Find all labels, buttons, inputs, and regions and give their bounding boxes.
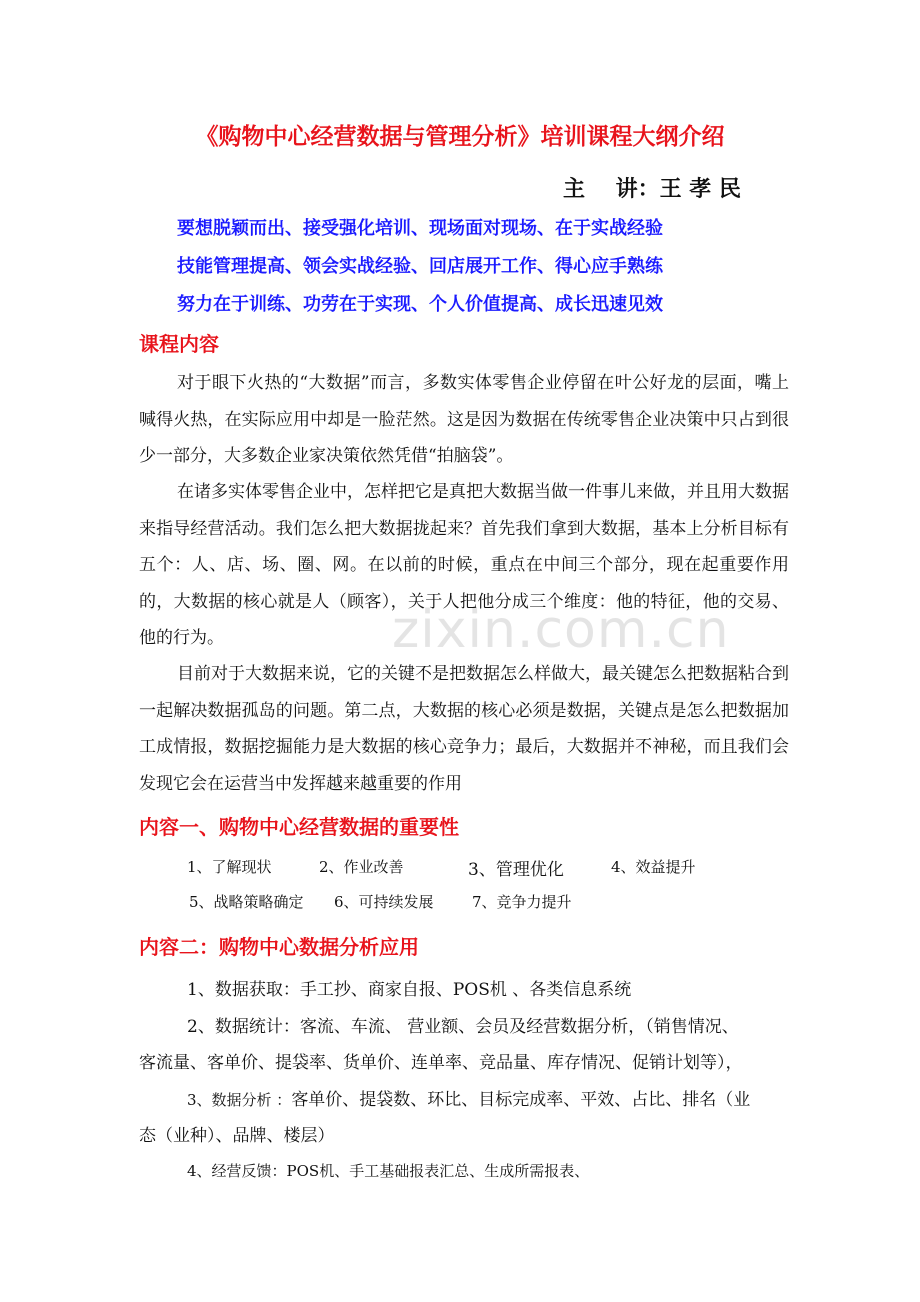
speaker-line: 主 讲：王 孝 民 (563, 177, 741, 202)
body-paragraph-3: 目前对于大数据来说，它的关键不是把数据怎么样做大，最关键怎么把数据粘合到一起解决数据孤岛的问题。第二点，大数据的核心必须是数据，关键点是怎么把数据加工成情报，数据挖掘能力是大数据的核心竞争力；最后，大数据并不神秘，而且我们会发现它会在运营当中发挥越来越重要的作用 (139, 664, 789, 794)
body-paragraph-1: 对于眼下火热的“大数据”而言，多数实体零售企业停留在叶公好龙的层面，嘴上喊得火热，在实际应用中却是一脸茫然。这是因为数据在传统零售企业决策中只占到很少一部分，大多数企业家决策依然凭借“拍脑袋”。 (139, 373, 789, 466)
section-two-heading: 内容二：购物中心数据分析应用 (139, 935, 419, 959)
slogan-line-2: 技能管理提高、领会实战经验、回店展开工作、得心应手熟练 (177, 256, 663, 277)
list-item: 7、竞争力提升 (472, 893, 572, 911)
data-acquisition-item: 1、数据获取：手工抄、商家自报、POS机 、各类信息系统 (187, 980, 632, 1000)
list-item: 3、管理优化 (468, 860, 564, 880)
list-item: 2、作业改善 (319, 858, 404, 876)
data-analysis-label: 3、数据分析 ： (187, 1091, 292, 1109)
section-one-heading: 内容一、购物中心经营数据的重要性 (139, 815, 459, 839)
list-item: 5、战略策略确定 (189, 893, 304, 911)
watermark: zixin.com.cn (392, 600, 730, 660)
list-item: 6、可持续发展 (334, 893, 434, 911)
data-analysis-text: 客单价、提袋数、环比、目标完成率、平效、占比、排名（业 (291, 1090, 751, 1110)
course-content-heading: 课程内容 (139, 332, 219, 356)
data-analysis-item-cont: 态（业种）、品牌、楼层） (139, 1126, 335, 1146)
list-item: 4、效益提升 (611, 858, 696, 876)
body-paragraph-2: 在诸多实体零售企业中，怎样把它是真把大数据当做一件事儿来做，并且用大数据来指导经营活动。我们怎么把大数据拢起来？首先我们拿到大数据，基本上分析目标有五个：人、店、场、圈、网。在以前的时候，重点在中间三个部分，现在起重要作用的，大数据的核心就是人（顾客），关于人把他分成三个维度：他的特征，他的交易、他的行为。 (139, 482, 789, 648)
slogan-line-3: 努力在于训练、功劳在于实现、个人价值提高、成长迅速见效 (177, 294, 663, 315)
slogan-line-1: 要想脱颖而出、接受强化培训、现场面对现场、在于实战经验 (177, 218, 663, 239)
list-item: 1、了解现状 (187, 858, 272, 876)
data-statistics-item-cont: 客流量、客单价、提袋率、货单价、连单率、竞品量、库存情况、促销计划等）， (139, 1053, 743, 1073)
document-title: 《购物中心经营数据与管理分析》培训课程大纲介绍 (195, 124, 725, 150)
data-analysis-item (187, 1085, 750, 1110)
operation-feedback-item: 4、经营反馈：POS机、手工基础报表汇总、生成所需报表、 (187, 1162, 590, 1180)
data-statistics-item: 2、数据统计：客流、车流、 营业额、会员及经营数据分析，（销售情况、 (187, 1017, 739, 1037)
